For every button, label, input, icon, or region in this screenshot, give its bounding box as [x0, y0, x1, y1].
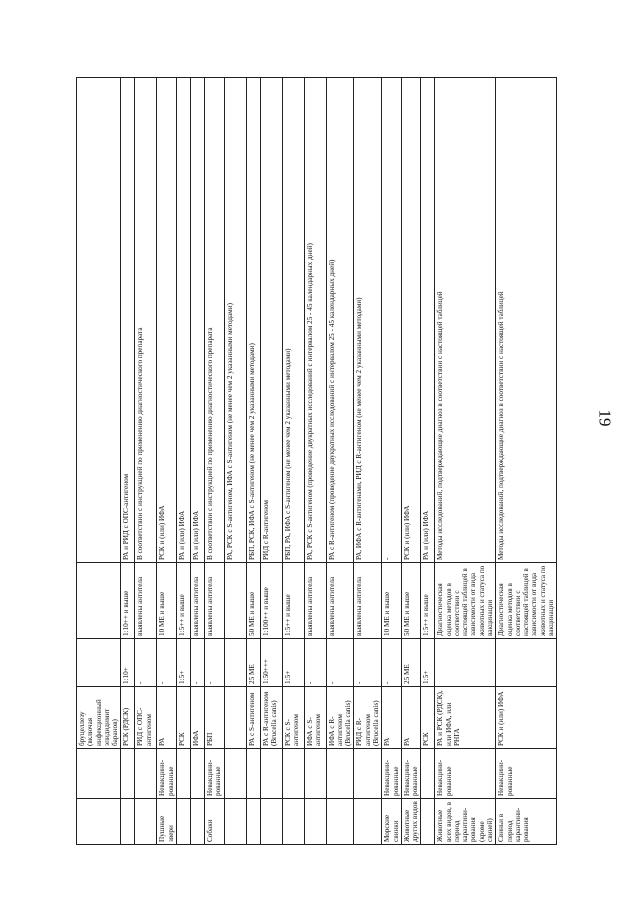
table-row [260, 78, 282, 845]
positive-cell: выявлены антитела [304, 563, 326, 639]
method-cell: РА и РСК (РДСК), или ИФА, или РНГА [435, 687, 496, 749]
positive-cell: 1:5++ и выше [282, 563, 304, 639]
dilution-cell: 25 МЕ [246, 639, 260, 687]
status-cell [304, 749, 326, 799]
dilution-cell: 1:5+ [282, 639, 304, 687]
animal-cell [190, 799, 204, 845]
dilution-cell [435, 639, 496, 687]
dilution-cell: - [190, 639, 204, 687]
status-cell [190, 749, 204, 799]
positive-cell: 1:5++ и выше [421, 563, 435, 639]
positive-cell: выявлены антитела [135, 563, 157, 639]
notes-cell: РА, РСК с S-антигеном (проведение двукратных исследований с интервалом 25 - 45 календарных дней) [304, 78, 326, 563]
status-cell [121, 749, 135, 799]
animal-cell [282, 799, 304, 845]
status-cell [421, 749, 435, 799]
method-cell: РИД с ОПС-антигеном [135, 687, 157, 749]
dilution-cell: 1:10+ [121, 639, 135, 687]
dilution-cell: - [326, 639, 354, 687]
table-row [77, 78, 121, 845]
dilution-cell: - [304, 639, 326, 687]
notes-cell: Методы исследований, подтверждающие диагноз в соответствии с настоящей таблицей [496, 78, 557, 563]
diagnostics-table [76, 77, 557, 845]
notes-cell [77, 78, 121, 563]
animal-cell [135, 799, 157, 845]
positive-cell [224, 563, 246, 639]
animal-cell: Морские свинки [382, 799, 402, 845]
animal-cell [326, 799, 354, 845]
animal-cell [246, 799, 260, 845]
animal-cell [421, 799, 435, 845]
notes-cell: РА, РСК с S-антигеном, ИФА с S-антигеном (не менее чем 2 указанными методами) [224, 78, 246, 563]
method-cell: бруцеллезу (включая инфекционный эпидидимит баранов) [77, 687, 121, 749]
table-row [354, 78, 382, 845]
status-cell: Невакцини-рованные [204, 749, 224, 799]
table-row [382, 78, 402, 845]
method-cell: РА [401, 687, 421, 749]
dilution-cell: 1:50+++ [260, 639, 282, 687]
positive-cell: 1:10++ и выше [121, 563, 135, 639]
animal-cell [260, 799, 282, 845]
animal-cell: Животные других видов [401, 799, 421, 845]
positive-cell: выявлены антитела [190, 563, 204, 639]
notes-cell: Методы исследований, подтверждающие диагноз в соответствии с настоящей таблицей [435, 78, 496, 563]
table-row [282, 78, 304, 845]
table-row [204, 78, 224, 845]
notes-cell: РБП, РА, ИФА с S-антигеном (не менее чем 2 указанными методами) [282, 78, 304, 563]
method-cell: РИД с R-антигеном (Brucella canis) [354, 687, 382, 749]
notes-cell: РА с R-антигеном (проведение двукратных исследований с интервалом 25 - 45 календарных дней) [326, 78, 354, 563]
table-row [421, 78, 435, 845]
dilution-cell [224, 639, 246, 687]
status-cell: Невакцини-рованные [496, 749, 557, 799]
positive-cell: выявлены антитела [326, 563, 354, 639]
dilution-cell: 1:5+ [176, 639, 190, 687]
dilution-cell: - [204, 639, 224, 687]
table-row [435, 78, 496, 845]
positive-cell [77, 563, 121, 639]
dilution-cell [77, 639, 121, 687]
method-cell: РСК [176, 687, 190, 749]
status-cell [224, 749, 246, 799]
status-cell [354, 749, 382, 799]
table-row [135, 78, 157, 845]
method-cell: ИФА с R-антигеном (Brucella canis) [326, 687, 354, 749]
rotated-table-area [76, 78, 555, 845]
dilution-cell [496, 639, 557, 687]
method-cell: РА [157, 687, 177, 749]
notes-cell: РА и (или) ИФА [190, 78, 204, 563]
positive-cell: 50 МЕ и выше [401, 563, 421, 639]
method-cell: РБП [204, 687, 224, 749]
notes-cell: РА, ИФА с R-антигенами, РИД с R-антигеном (не менее чем 2 указанными методами) [354, 78, 382, 563]
animal-cell: Пушные звери [157, 799, 177, 845]
table-row [326, 78, 354, 845]
notes-cell: РИД с R-антигеном [260, 78, 282, 563]
status-cell [282, 749, 304, 799]
positive-cell: выявлены антитела [204, 563, 224, 639]
table-row [121, 78, 135, 845]
method-cell [224, 687, 246, 749]
animal-cell [77, 799, 121, 845]
table-row [496, 78, 557, 845]
table-row [157, 78, 177, 845]
method-cell: РСК (РДСК) [121, 687, 135, 749]
animal-cell: Животные всех видов, в период карантини-рования (кроме свиней) [435, 799, 496, 845]
dilution-cell: - [382, 639, 402, 687]
method-cell: РА [382, 687, 402, 749]
status-cell: Невакцини-рованные [382, 749, 402, 799]
status-cell: Невакцини-рованные [401, 749, 421, 799]
status-cell: Невакцини-рованные [435, 749, 496, 799]
notes-cell: - [382, 78, 402, 563]
positive-cell: 10 МЕ и выше [382, 563, 402, 639]
method-cell: РА с R-антигеном (Brucella canis) [260, 687, 282, 749]
table-row [401, 78, 421, 845]
positive-cell: 10 МЕ и выше [157, 563, 177, 639]
notes-cell: В соответствии с инструкцией по применению диагностического препарата [204, 78, 224, 563]
status-cell [135, 749, 157, 799]
method-cell: РА с S-антигеном [246, 687, 260, 749]
animal-cell [224, 799, 246, 845]
positive-cell: Диагностическая оценка методов в соответствии с настоящей таблицей в зависимости от вида животных и статуса по вакцинации [435, 563, 496, 639]
table-row [224, 78, 246, 845]
status-cell [246, 749, 260, 799]
page-number: 19 [595, 409, 615, 427]
positive-cell: 50 МЕ и выше [246, 563, 260, 639]
dilution-cell: - [354, 639, 382, 687]
dilution-cell: - [135, 639, 157, 687]
method-cell: РСК с S-антигеном [282, 687, 304, 749]
animal-cell [176, 799, 190, 845]
notes-cell: РА и (или) ИФА [421, 78, 435, 563]
positive-cell: 1:5++ и выше [176, 563, 190, 639]
animal-cell: Свиньи в период карантини-рования [496, 799, 557, 845]
animal-cell [304, 799, 326, 845]
animal-cell [354, 799, 382, 845]
notes-cell: РСК и (или) ИФА [157, 78, 177, 563]
status-cell [176, 749, 190, 799]
animal-cell: Собаки [204, 799, 224, 845]
positive-cell: выявлены антитела [354, 563, 382, 639]
notes-cell: РА и (или) ИФА [176, 78, 190, 563]
notes-cell: РБП, РСК, ИФА с S-антигеном (не менее чем 2 указанными методами) [246, 78, 260, 563]
table-row [246, 78, 260, 845]
status-cell: Невакцини-рованные [157, 749, 177, 799]
status-cell [326, 749, 354, 799]
method-cell: РСК и (или) ИФА [496, 687, 557, 749]
method-cell: ИФА с S-антигеном [304, 687, 326, 749]
dilution-cell: - [157, 639, 177, 687]
dilution-cell: 1:5+ [421, 639, 435, 687]
notes-cell: РА и РИД с ОПС-антигеном [121, 78, 135, 563]
table-row [176, 78, 190, 845]
table-row [190, 78, 204, 845]
positive-cell: 1:100++ и выше [260, 563, 282, 639]
dilution-cell: 25 МЕ [401, 639, 421, 687]
method-cell: ИФА [190, 687, 204, 749]
table-row [304, 78, 326, 845]
method-cell: РСК [421, 687, 435, 749]
status-cell [260, 749, 282, 799]
notes-cell: В соответствии с инструкцией по применению диагностического препарата [135, 78, 157, 563]
animal-cell [121, 799, 135, 845]
status-cell [77, 749, 121, 799]
positive-cell: Диагностическая оценка методов в соответствии с настоящей таблицей в зависимости от вида животных и статуса по вакцинации [496, 563, 557, 639]
notes-cell: РСК и (или) ИФА [401, 78, 421, 563]
